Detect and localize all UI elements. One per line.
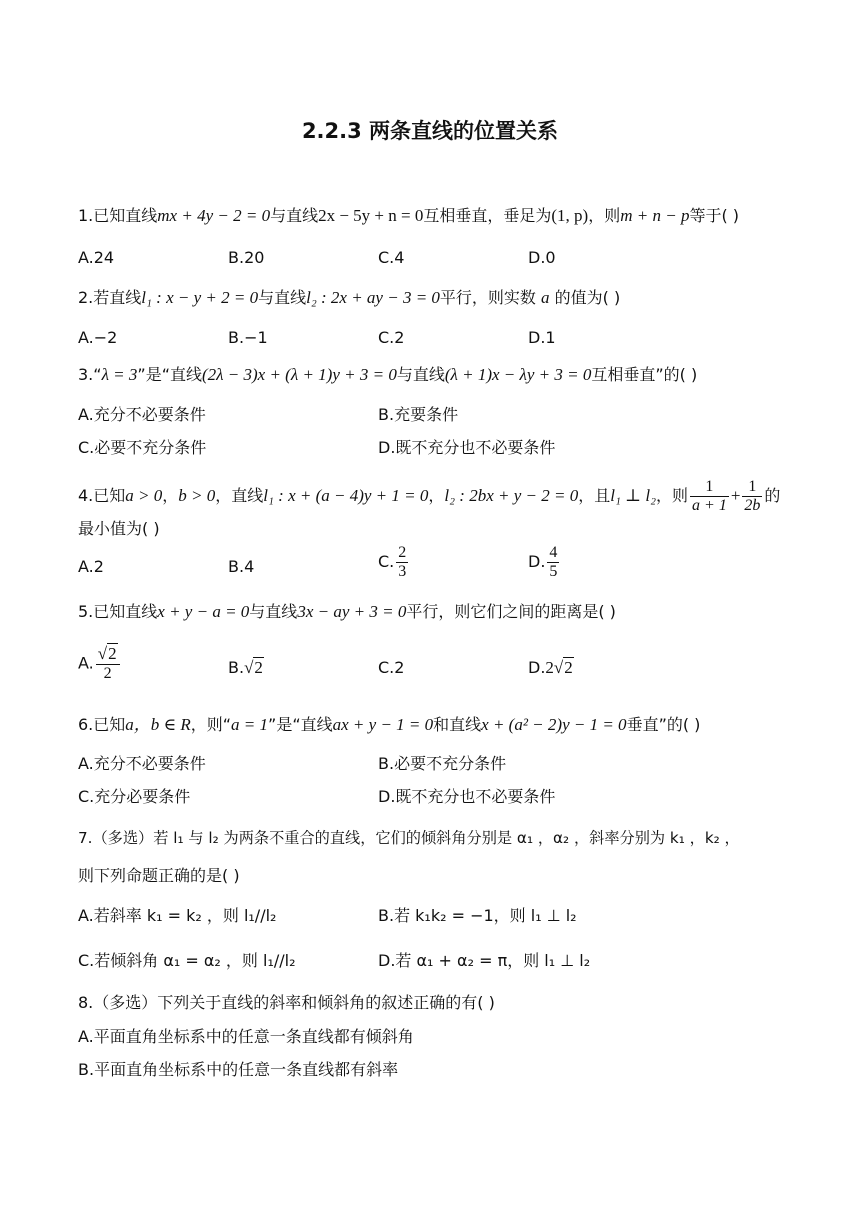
q7-line-2: 则下列命题正确的是( ) — [78, 866, 240, 885]
q4-frac2-num: 1 — [742, 478, 762, 497]
q3-option-c: C.必要不充分条件 — [78, 438, 207, 457]
q8-option-a: A.平面直角坐标系中的任意一条直线都有倾斜角 — [78, 1027, 414, 1046]
question-5 — [78, 601, 616, 623]
q6-option-d: D.既不充分也不必要条件 — [378, 787, 556, 806]
q5-mid: 与直线 — [249, 602, 298, 621]
question-6 — [78, 714, 700, 736]
q4-eq1: l₁ : x + (a − 4)y + 1 = 0 — [263, 486, 429, 505]
q4-frac2-den: 2b — [744, 497, 761, 514]
q5-optd-radicand: 2 — [564, 658, 573, 677]
q1-mid: 与直线 — [270, 206, 319, 225]
q2-option-a: A.−2 — [78, 328, 118, 347]
q4-eq2: l₂ : 2bx + y − 2 = 0 — [444, 486, 579, 505]
q4-option-b: B.4 — [228, 557, 255, 576]
q6-pre: 6.已知 — [78, 715, 126, 734]
page-title: 2.2.3 两条直线的位置关系 — [301, 119, 559, 143]
q1-mid2: 互相垂直，垂足为 — [423, 206, 552, 225]
q1-option-c: C.4 — [378, 248, 405, 267]
q5-option-a-fraction — [96, 645, 120, 683]
q4-optc-num: 2 — [398, 544, 407, 561]
q4-option-c-fraction — [396, 544, 408, 581]
q6-option-b: B.必要不充分条件 — [378, 754, 507, 773]
q7-option-b: B.若 k₁k₂ = −1，则 l₁ ⊥ l₂ — [378, 906, 577, 925]
q2-option-d: D.1 — [528, 328, 556, 347]
q3-mid: ”是“直线 — [137, 365, 202, 384]
question-7: 7.（多选）若 l₁ 与 l₂ 为两条不重合的直线，它们的倾斜角分别是 α₁ ，α₂ ，斜率分别为 k₁ ，k₂ ， — [78, 829, 740, 847]
q2-option-c: C.2 — [378, 328, 405, 347]
q4-plus: + — [730, 486, 741, 505]
question-4: 4.已知a > 0，b > 0，直线l₁ : x + (a − 4)y + 1 = 0，l₂ : 2bx + y − 2 = 0，且l₁ ⊥ l₂，则 $\frac{1}{a + 1}$ + $\frac{1}{2b}$ 的 — [78, 478, 781, 514]
q6-mid: ，则“ — [190, 715, 232, 734]
q5-option-d-label: D. — [528, 658, 546, 677]
q2-pre: 2.若直线 — [78, 288, 142, 307]
q1-expr: m + n − p — [620, 206, 690, 225]
q2-option-b: B.−1 — [228, 328, 268, 347]
q2-post1: 平行，则实数 — [439, 288, 536, 307]
q4-option-d-fraction — [547, 544, 559, 581]
q4-line-2: 最小值为( ) — [78, 519, 160, 538]
q4-optc-den: 3 — [398, 563, 407, 580]
q5-opta-den: 2 — [103, 665, 112, 682]
q6-eq2: x + (a² − 2)y − 1 = 0 — [481, 715, 627, 734]
q5-eq1: x + y − a = 0 — [157, 602, 250, 621]
q7-option-c: C.若倾斜角 α₁ = α₂ ，则 l₁//l₂ — [78, 951, 296, 970]
q5-option-b — [228, 657, 264, 679]
q6-option-a: A.充分不必要条件 — [78, 754, 206, 773]
q3-option-d: D.既不充分也不必要条件 — [378, 438, 556, 457]
q4-mid: ，直线 — [215, 486, 264, 505]
q5-option-a — [78, 645, 122, 683]
q6-eq1: ax + y − 1 = 0 — [332, 715, 434, 734]
q2-post: 的值为( ) — [554, 288, 621, 307]
q6-post: 垂直”的( ) — [626, 715, 701, 734]
question-1 — [78, 205, 739, 227]
q4-frac1-den: a + 1 — [692, 497, 727, 514]
q3-eq1: (2λ − 3)x + (λ + 1)y + 3 = 0 — [202, 365, 397, 384]
q1-mid3: ，则 — [588, 206, 621, 225]
q4-option-c — [378, 544, 410, 581]
q4-cond-b: b > 0 — [178, 486, 216, 505]
q5-pre: 5.已知直线 — [78, 602, 158, 621]
sqrt-symbol: √2 — [244, 658, 263, 677]
q4-option-d — [528, 544, 561, 581]
q4-perp: l₁ ⊥ l₂ — [610, 486, 656, 505]
q4-mid3: ，则 — [656, 486, 689, 505]
q5-optd-coef: 2 — [545, 658, 554, 677]
q1-eq2: 2x − 5y + n = 0 — [318, 206, 424, 225]
q5-optb-radicand: 2 — [254, 658, 263, 677]
q5-option-d — [528, 657, 574, 679]
q3-eq2: (λ + 1)x − λy + 3 = 0 — [444, 365, 592, 384]
q1-eq1: mx + 4y − 2 = 0 — [157, 206, 271, 225]
q1-pre: 1.已知直线 — [78, 206, 158, 225]
q2-var: a — [541, 288, 550, 307]
q3-pre: 3.“ — [78, 365, 102, 384]
q6-option-c: C.充分必要条件 — [78, 787, 191, 806]
q4-option-d-label: D. — [528, 552, 546, 571]
q1-post: 等于( ) — [689, 206, 740, 225]
sqrt-symbol: √2 — [97, 644, 117, 663]
q3-option-a: A.充分不必要条件 — [78, 405, 206, 424]
q1-option-a: A.24 — [78, 248, 115, 267]
q4-optd-num: 4 — [549, 544, 558, 561]
q4-option-a: A.2 — [78, 557, 104, 576]
q8-option-b: B.平面直角坐标系中的任意一条直线都有斜率 — [78, 1060, 399, 1079]
q5-post: 平行，则它们之间的距离是( ) — [406, 602, 616, 621]
q4-mid2: ，且 — [578, 486, 611, 505]
q3-mid2: 与直线 — [396, 365, 445, 384]
q3-option-b: B.充要条件 — [378, 405, 459, 424]
q2-eq1: l₁ : x − y + 2 = 0 — [141, 288, 259, 307]
q5-option-b-label: B. — [228, 658, 245, 677]
q7-option-a: A.若斜率 k₁ = k₂ ，则 l₁//l₂ — [78, 906, 277, 925]
q5-option-a-label: A. — [78, 653, 94, 673]
q3-cond: λ = 3 — [101, 365, 138, 384]
q1-point: (1, p) — [551, 206, 589, 225]
q6-cond: a = 1 — [231, 715, 269, 734]
q4-post: 的 — [764, 486, 781, 505]
q6-mid3: 和直线 — [433, 715, 482, 734]
q5-eq2: 3x − ay + 3 = 0 — [297, 602, 407, 621]
q1-option-b: B.20 — [228, 248, 265, 267]
q1-option-d: D.0 — [528, 248, 556, 267]
q3-post: 互相垂直”的( ) — [591, 365, 698, 384]
q2-mid: 与直线 — [258, 288, 307, 307]
q4-cond-a: a > 0 — [125, 486, 163, 505]
q5-opta-radicand: 2 — [108, 644, 117, 663]
q4-pre: 4.已知 — [78, 486, 126, 505]
q4-option-c-label: C. — [378, 552, 395, 571]
q2-eq2: l₂ : 2x + ay − 3 = 0 — [306, 288, 440, 307]
q6-vars: a，b ∈ R — [125, 715, 191, 734]
q7-option-d: D.若 α₁ + α₂ = π，则 l₁ ⊥ l₂ — [378, 951, 591, 970]
q4-fraction-1 — [690, 478, 729, 515]
question-3 — [78, 364, 697, 386]
q5-option-c: C.2 — [378, 658, 405, 677]
question-8: 8.（多选）下列关于直线的斜率和倾斜角的叙述正确的有( ) — [78, 993, 495, 1012]
q4-frac1-num: 1 — [690, 478, 729, 497]
q4-fraction-2 — [742, 478, 762, 515]
sqrt-symbol: √2 — [553, 658, 573, 677]
q6-mid2: ”是“直线 — [268, 715, 333, 734]
q5-opta-num — [96, 645, 120, 665]
q4-optd-den: 5 — [549, 563, 558, 580]
question-2 — [78, 287, 620, 309]
